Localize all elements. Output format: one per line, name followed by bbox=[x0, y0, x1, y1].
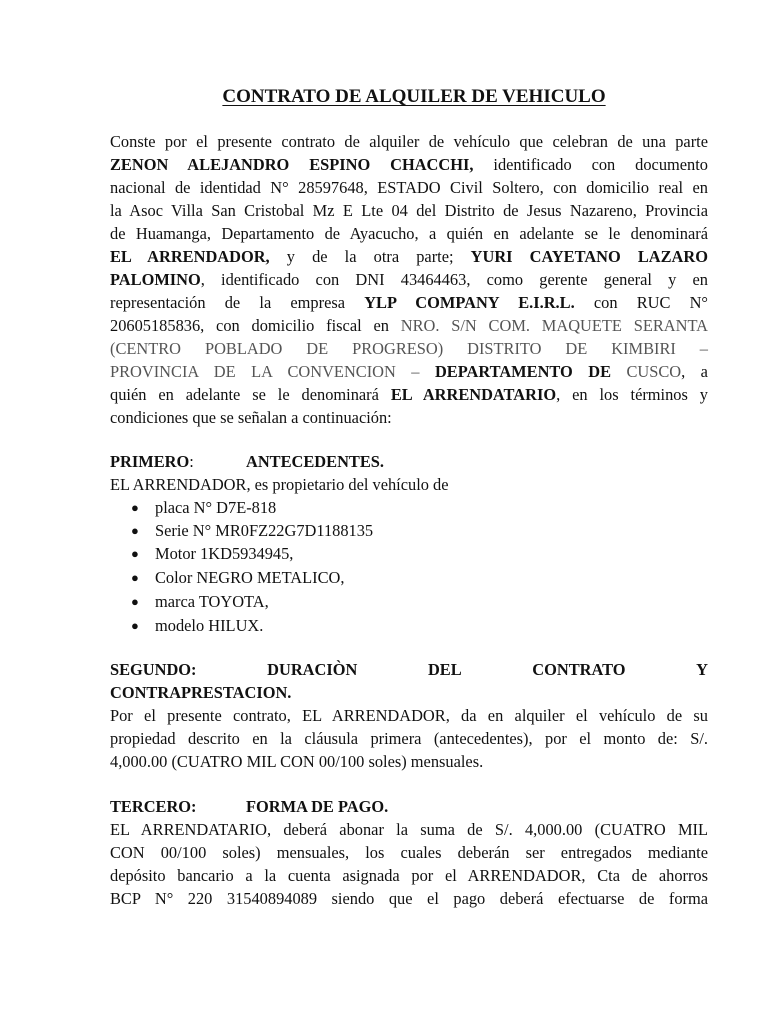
intro-line-6: EL ARRENDADOR, y de la otra parte; YURI CAYETANO LAZARO bbox=[110, 247, 708, 266]
primero-text: EL ARRENDADOR, es propietario del vehículo de bbox=[110, 475, 449, 494]
document-title: CONTRATO DE ALQUILER DE VEHICULO bbox=[222, 86, 606, 107]
primero-title: ANTECEDENTES. bbox=[246, 452, 384, 471]
intro-line-10: (CENTRO POBLADO DE PROGRESO) DISTRITO DE KIMBIRI – bbox=[110, 339, 708, 358]
bullet-icon: ● bbox=[131, 618, 139, 633]
intro-line-1: Conste por el presente contrato de alquiler de vehículo que celebran de una parte bbox=[110, 132, 708, 151]
intro-line-13: condiciones que se señalan a continuación: bbox=[110, 408, 392, 427]
segundo-line-3: 4,000.00 (CUATRO MIL CON 00/100 soles) mensuales. bbox=[110, 752, 484, 771]
arrendador-name: ZENON ALEJANDRO ESPINO CHACCHI, bbox=[110, 155, 474, 174]
bullet-icon: ● bbox=[131, 546, 139, 561]
segundo-heading: SEGUNDO: DURACIÒN DEL CONTRATO Y bbox=[110, 660, 708, 679]
intro-line-4: la Asoc Villa San Cristobal Mz E Lte 04 del Distrito de Jesus Nazareno, Provincia bbox=[110, 201, 708, 220]
intro-line-7: PALOMINO, identificado con DNI 43464463, como gerente general y en bbox=[110, 270, 708, 289]
tercero-title: FORMA DE PAGO. bbox=[246, 797, 389, 816]
list-item: Motor 1KD5934945, bbox=[155, 544, 294, 563]
company-name: YLP COMPANY E.I.R.L. bbox=[364, 293, 575, 312]
list-item: Color NEGRO METALICO, bbox=[155, 568, 345, 587]
tercero-line-3: depósito bancario a la cuenta asignada por el ARRENDADOR, Cta de ahorros bbox=[110, 866, 708, 885]
list-item: Serie N° MR0FZ22G7D1188135 bbox=[155, 521, 374, 540]
tercero-heading: TERCERO: bbox=[110, 797, 197, 816]
intro-line-8: representación de la empresa YLP COMPANY E.I.R.L. con RUC N° bbox=[110, 293, 708, 312]
tercero-line-1: EL ARRENDATARIO, deberá abonar la suma de S/. 4,000.00 (CUATRO MIL bbox=[110, 820, 708, 839]
segundo-heading-cont: CONTRAPRESTACION. bbox=[110, 683, 292, 702]
list-item: modelo HILUX. bbox=[155, 616, 264, 635]
list-item: placa N° D7E-818 bbox=[155, 498, 277, 517]
intro-line-9: 20605185836, con domicilio fiscal en NRO. S/N COM. MAQUETE SERANTA bbox=[110, 316, 708, 335]
intro-line-11: PROVINCIA DE LA CONVENCION – DEPARTAMENTO DE CUSCO, a bbox=[110, 362, 708, 381]
intro-line-12: quién en adelante se le denominará EL ARRENDATARIO, en los términos y bbox=[110, 385, 708, 404]
tercero-line-4: BCP N° 220 31540894089 siendo que el pago deberá efectuarse de forma bbox=[110, 889, 708, 908]
intro-line-3: nacional de identidad N° 28597648, ESTADO Civil Soltero, con domicilio real en bbox=[110, 178, 708, 197]
segundo-line-1: Por el presente contrato, EL ARRENDADOR, da en alquiler el vehículo de su bbox=[110, 706, 708, 725]
arrendatario-name: YURI CAYETANO LAZARO bbox=[470, 247, 708, 266]
segundo-line-2: propiedad descrito en la cláusula primera (antecedentes), por el monto de: S/. bbox=[110, 729, 708, 748]
bullet-icon: ● bbox=[131, 500, 139, 515]
bullet-icon: ● bbox=[131, 570, 139, 585]
tercero-line-2: CON 00/100 soles) mensuales, los cuales deberán ser entregados mediante bbox=[110, 843, 708, 862]
primero-heading: PRIMERO: bbox=[110, 452, 194, 471]
bullet-icon: ● bbox=[131, 594, 139, 609]
intro-line-5: de Huamanga, Departamento de Ayacucho, a quién en adelante se le denominará bbox=[110, 224, 708, 243]
intro-line-2: ZENON ALEJANDRO ESPINO CHACCHI, identificado con documento bbox=[110, 155, 708, 174]
bullet-icon: ● bbox=[131, 523, 139, 538]
list-item: marca TOYOTA, bbox=[155, 592, 269, 611]
